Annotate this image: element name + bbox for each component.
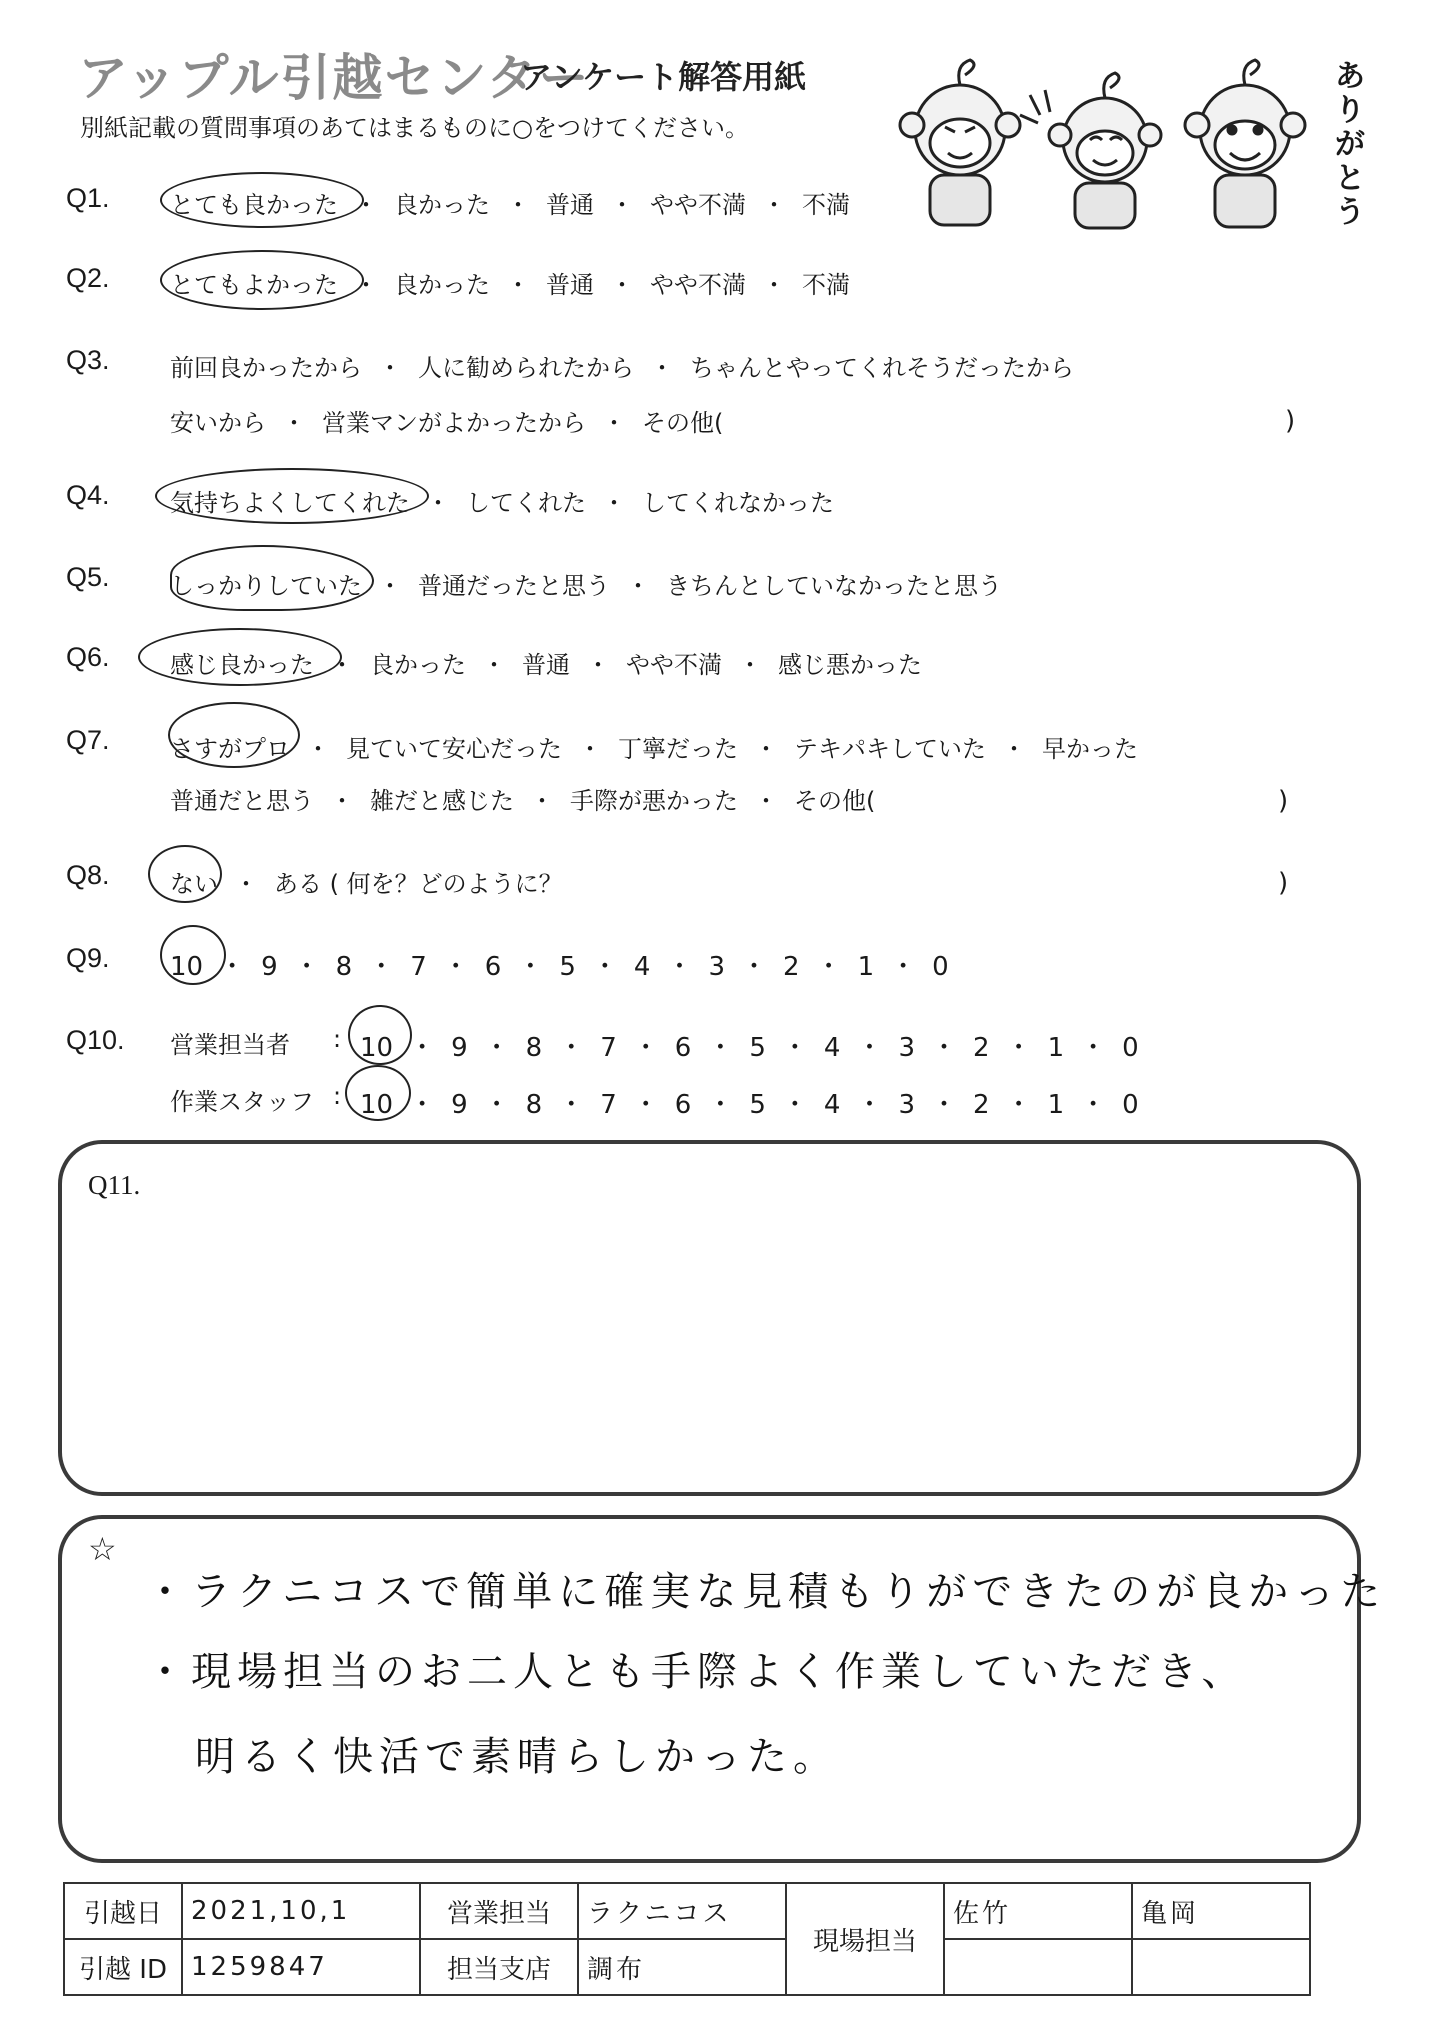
q5-options: しっかりしていた ・ 普通だったと思う ・ きちんとしていなかったと思う [170,566,1002,601]
q10-staff-score[interactable]: 1 [1047,1090,1065,1120]
q5-option[interactable]: 普通だったと思う [418,572,610,600]
q1-option[interactable]: とても良かった [170,191,338,219]
q5-option[interactable]: きちんとしていなかったと思う [666,572,1002,600]
q2-options: とてもよかった ・ 良かった ・ 普通 ・ やや不満 ・ 不満 [170,265,850,300]
q9-score[interactable]: 8 [335,952,353,982]
branch-value[interactable]: 調布 [578,1939,786,1995]
q8-label: Q8. [66,860,110,890]
q3-option[interactable]: 安いから [170,409,266,437]
brand-title: アップル引越センター [78,49,591,107]
move-id-label: 引越 ID [64,1939,182,1995]
q1-answer-circle [160,172,364,228]
move-date-value[interactable]: 2021,10,1 [182,1883,420,1939]
site-staff-empty-cell[interactable] [1132,1939,1310,1995]
q3-option[interactable]: 人に勧められたから [418,354,634,382]
site-staff-empty-cell[interactable] [944,1939,1132,1995]
q10-staff-colon: : [333,1082,342,1110]
q11-label: Q11. [88,1170,141,1200]
q6-option[interactable]: やや不満 [626,651,722,679]
q9-answer-circle [160,925,226,985]
q8-options: ない ・ ある ( 何を？どのように？ [170,864,563,899]
site-staff-2[interactable]: 亀岡 [1132,1883,1310,1939]
q3-option[interactable]: 営業マンがよかったから [322,409,586,437]
q7-option[interactable]: 丁寧だった [618,735,738,763]
q4-option[interactable]: 気持ちよくしてくれた [170,489,410,517]
move-date-label: 引越日 [64,1883,182,1939]
q9-score[interactable]: 4 [633,952,651,982]
q2-option[interactable]: 普通 [546,271,594,299]
q6-label: Q6. [66,642,110,672]
q7-option[interactable]: 手際が悪かった [570,787,738,815]
site-staff-label: 現場担当 [786,1883,944,1995]
q7-answer-circle [168,702,300,768]
move-id-value[interactable]: 1259847 [182,1939,420,1995]
q6-option[interactable]: 感じ悪かった [778,651,922,679]
sales-label: 営業担当 [420,1883,578,1939]
thanks-text: ありがとう [1335,59,1365,230]
q2-option[interactable]: とてもよかった [170,271,338,299]
q9-score[interactable]: 7 [410,952,427,982]
q9-scale: 10 ・ 9 ・ 8 ・ 7 ・ 6 ・ 5 ・ 4 ・ 3 ・ 2 ・ 1 ・ 0 [170,952,949,982]
q8-close-paren: ) [1278,868,1289,898]
q10-sales-score[interactable]: 6 [674,1033,692,1063]
q10-label: Q10. [66,1025,125,1055]
q9-score[interactable]: 0 [932,952,949,982]
branch-label: 担当支店 [420,1939,578,1995]
q3-label: Q3. [66,345,110,375]
q3-options-line2: 安いから ・ 営業マンがよかったから ・ その他( [170,403,723,438]
q1-option[interactable]: 普通 [546,191,594,219]
q10-sales-score[interactable]: 5 [749,1033,766,1063]
sales-value[interactable]: ラクニコス [578,1883,786,1939]
q7-options-line2: 普通だと思う ・ 雑だと感じた ・ 手際が悪かった ・ その他( [170,781,875,816]
comment-line-3: 明るく快活で素晴らしかった。 [195,1734,839,1780]
q3-option[interactable]: 前回良かったから [170,354,362,382]
q10-staff-score[interactable]: 5 [749,1090,766,1120]
q7-option[interactable]: 見ていて安心だった [346,735,562,763]
q6-options: 感じ良かった ・ 良かった ・ 普通 ・ やや不満 ・ 感じ悪かった [170,645,922,680]
q4-option[interactable]: してくれなかった [642,489,834,517]
q6-answer-circle [138,628,342,686]
q10-sales-score[interactable]: 8 [525,1033,543,1063]
instruction-text: 別紙記載の質問事項のあてはまるものに○をつけてください。 [80,114,749,142]
q10-staff-score[interactable]: 3 [898,1090,916,1120]
q9-score[interactable]: 2 [783,952,800,982]
q10-sales-scale: 10 ・ 9 ・ 8 ・ 7 ・ 6 ・ 5 ・ 4 ・ 3 ・ 2 ・ 1 ・ 0 [360,1033,1139,1063]
q8-option[interactable]: ある ( 何を？どのように？ [274,870,563,898]
q2-answer-circle [160,250,364,310]
q1-option[interactable]: 良かった [394,191,490,219]
q5-option[interactable]: しっかりしていた [170,572,362,600]
q7-option[interactable]: 普通だと思う [170,787,314,815]
q10-staff-score[interactable]: 0 [1122,1090,1139,1120]
q10-sales-score[interactable]: 10 [360,1033,394,1063]
q10-sales-score[interactable]: 7 [600,1033,617,1063]
q9-label: Q9. [66,943,110,973]
q10-sales-colon: : [333,1025,342,1053]
monkey-illustration [890,55,1350,245]
q9-score[interactable]: 1 [857,952,875,982]
q10-sales-score[interactable]: 4 [823,1033,841,1063]
q2-option[interactable]: 不満 [802,271,850,299]
star-icon: ☆ [88,1530,117,1568]
q10-staff-score[interactable]: 7 [600,1090,617,1120]
q7-option[interactable]: 雑だと感じた [370,787,514,815]
q1-options: とても良かった ・ 良かった ・ 普通 ・ やや不満 ・ 不満 [170,185,850,220]
footer-info-table [63,1882,1311,1996]
q3-option[interactable]: ちゃんとやってくれそうだったから [690,354,1074,382]
q10-staff-score[interactable]: 9 [451,1090,468,1120]
q6-option[interactable]: 感じ良かった [170,651,314,679]
q9-score[interactable]: 10 [170,952,204,982]
q10-staff-score[interactable]: 6 [674,1090,692,1120]
q4-answer-circle [155,468,429,524]
q8-answer-circle [148,845,222,903]
form-title: アンケート解答用紙 [520,58,807,96]
comment-line-2: ・現場担当のお二人とも手際よく作業していただき、 [145,1649,1248,1695]
q2-label: Q2. [66,263,110,293]
q10-staff-score[interactable]: 10 [360,1090,394,1120]
q4-option[interactable]: してくれた [466,489,586,517]
q8-option[interactable]: ない [170,870,218,898]
q10-sales-score[interactable]: 3 [898,1033,916,1063]
q2-option[interactable]: 良かった [394,271,490,299]
q7-option[interactable]: さすがプロ [170,735,290,763]
q10-sales-label: 営業担当者 [170,1031,290,1059]
q3-options-line1: 前回良かったから ・ 人に勧められたから ・ ちゃんとやってくれそうだったから [170,348,1074,383]
q4-label: Q4. [66,480,110,510]
q10-staff-score[interactable]: 2 [973,1090,990,1120]
q4-options: 気持ちよくしてくれた ・ してくれた ・ してくれなかった [170,483,834,518]
q1-option[interactable]: 不満 [802,191,850,219]
q2-option[interactable]: やや不満 [650,271,746,299]
q1-option[interactable]: やや不満 [650,191,746,219]
q3-option[interactable]: その他( [642,409,724,437]
q11-comment-box[interactable] [58,1140,1361,1496]
q7-label: Q7. [66,725,110,755]
q9-score[interactable]: 5 [559,952,576,982]
q9-score[interactable]: 6 [484,952,502,982]
comment-line-1: ・ラクニコスで簡単に確実な見積もりができたのが良かった [145,1569,1387,1615]
q10-staff-scale: 10 ・ 9 ・ 8 ・ 7 ・ 6 ・ 5 ・ 4 ・ 3 ・ 2 ・ 1 ・ 0 [360,1090,1139,1120]
q10-sales-score[interactable]: 1 [1047,1033,1065,1063]
site-staff-1[interactable]: 佐竹 [944,1883,1132,1939]
q10-sales-answer-circle [348,1005,412,1065]
q1-label: Q1. [66,183,110,213]
q7-option[interactable]: その他( [794,787,876,815]
q10-staff-label: 作業スタッフ [170,1088,314,1116]
q9-score[interactable]: 3 [708,952,726,982]
q9-score[interactable]: 9 [261,952,278,982]
q10-staff-score[interactable]: 4 [823,1090,841,1120]
q5-answer-circle [170,545,374,611]
q7-options-line1: さすがプロ ・ 見ていて安心だった ・ 丁寧だった ・ テキパキしていた ・ 早かった [170,729,1138,764]
q3-close-paren: ) [1285,406,1296,436]
q7-option[interactable]: テキパキしていた [794,735,986,763]
q5-label: Q5. [66,562,110,592]
q10-staff-answer-circle [345,1065,411,1121]
q6-option[interactable]: 普通 [522,651,570,679]
q10-sales-score[interactable]: 9 [451,1033,468,1063]
q10-sales-score[interactable]: 2 [973,1033,990,1063]
q6-option[interactable]: 良かった [370,651,466,679]
q7-close-paren: ) [1278,786,1289,816]
q7-option[interactable]: 早かった [1042,735,1138,763]
q10-staff-score[interactable]: 8 [525,1090,543,1120]
q10-sales-score[interactable]: 0 [1122,1033,1139,1063]
